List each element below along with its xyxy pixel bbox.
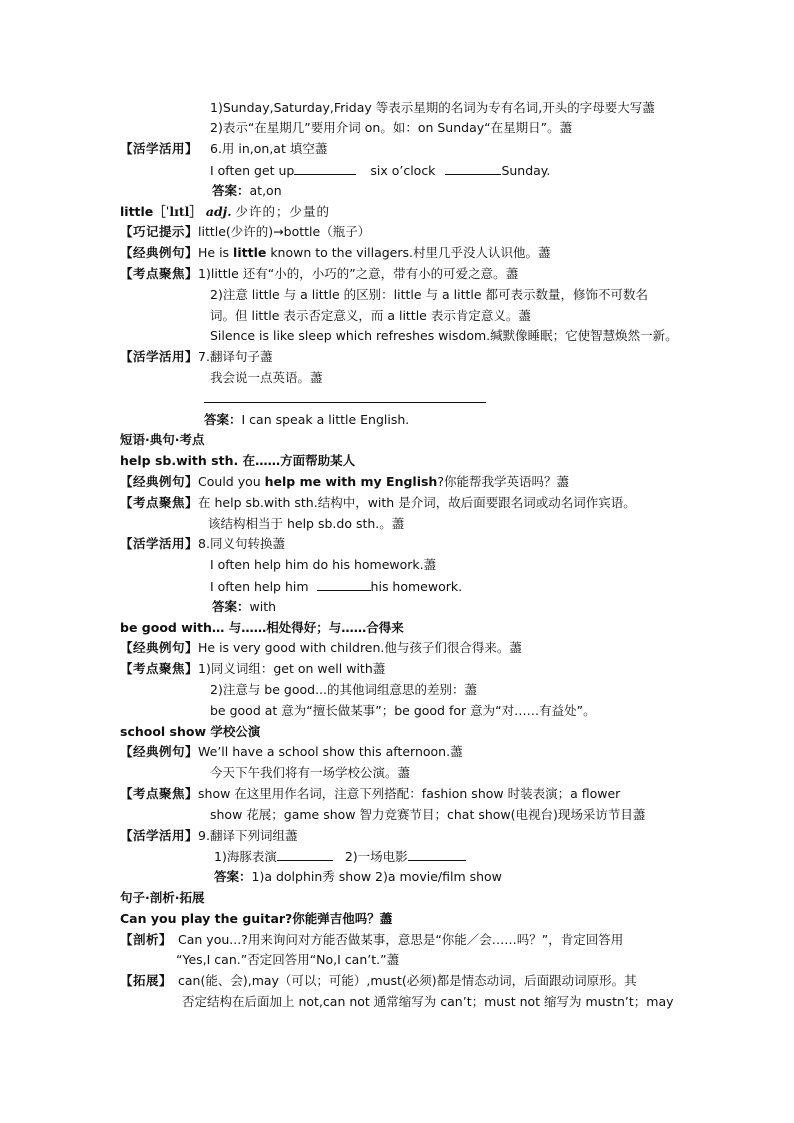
- memo-row: 【巧记提示】little(少许的)→bottle（瓶子）: [120, 224, 371, 239]
- example-translation: 今天下午我们将有一场学校公演。藎: [210, 765, 411, 780]
- practice-question: 我会说一点英语。藎: [210, 370, 323, 385]
- practice-tag: 【活学活用】: [120, 141, 199, 156]
- practice-question: I often get up six o’clock Sunday.: [210, 160, 550, 180]
- focus-row: 【考点聚焦】show 在这里用作名词，注意下列搭配：fashion show 时装表演；a flower: [120, 786, 621, 801]
- answer-line: 答案：with: [212, 599, 277, 614]
- answer-blank: [317, 576, 371, 591]
- practice-question: I often help him his homework.: [210, 576, 462, 596]
- example-row: 【经典例句】We’ll have a school show this afternoon.藎: [120, 744, 463, 759]
- answer-blank: [408, 846, 466, 861]
- practice-row: [120, 139, 198, 159]
- answer-line: 答案：at,on: [212, 183, 282, 198]
- note-line: 2)表示“在星期几”要用介词 on。如：on Sunday“在星期日”。藎: [210, 120, 573, 135]
- answer-blank: [277, 846, 333, 861]
- example-row: 【经典例句】Could you help me with my English?你能帮我学英语吗？藎: [120, 474, 569, 489]
- practice-row: 【活学活用】8.同义句转换藎: [120, 536, 285, 551]
- focus-line: 词。但 little 表示否定意义，而 a little 表示肯定意义。藎: [210, 308, 531, 323]
- focus-line: 2)注意 little 与 a little 的区别：little 与 a little 都可表示数量，修饰不可数名: [210, 287, 649, 302]
- example-row: 【经典例句】He is little known to the villagers.村里几乎没人认识他。藎: [120, 245, 551, 260]
- extend-row: 【拓展】 can(能、会),may（可以；可能）,must(必须)都是情态动词，后面跟动词原形。其: [120, 973, 637, 988]
- phrase-heading: help sb.with sth. 在……方面帮助某人: [120, 453, 356, 468]
- answer-rule: [204, 402, 486, 403]
- phrase-heading: school show 学校公演: [120, 724, 261, 739]
- practice-question: 1)海豚表演 2)一场电影: [214, 846, 466, 866]
- answer-line: 答案：I can speak a little English.: [204, 412, 410, 427]
- example-row: 【经典例句】He is very good with children.他与孩子们很合得来。藎: [120, 640, 522, 655]
- focus-line: be good at 意为“擅长做某事”；be good for 意为“对……有益处”。: [210, 703, 596, 718]
- answer-blank: [445, 160, 501, 175]
- focus-row: 【考点聚焦】1)little 还有“小的，小巧的”之意，带有小的可爱之意。藎: [120, 266, 519, 281]
- extend-line: 否定结构在后面加上 not,can not 通常缩写为 can’t；must not 缩写为 mustn’t；may: [182, 994, 674, 1009]
- practice-question: I often help him do his homework.藎: [210, 557, 437, 572]
- section-heading: 短语·典句·考点: [120, 432, 205, 447]
- answer-line: 答案：1)a dolphin秀 show 2)a movie/film show: [214, 869, 502, 884]
- phrase-heading: be good with… 与……相处得好；与……合得来: [120, 620, 404, 635]
- entry-headword: little［ˈlɪtl］ adj. 少许的；少量的: [120, 204, 331, 219]
- focus-row: 【考点聚焦】在 help sb.with sth.结构中，with 是介词，故后面要跟名词或动名词作宾语。: [120, 495, 636, 510]
- answer-blank: [294, 160, 356, 175]
- analysis-row: 【剖析】 Can you...?用来询问对方能否做某事，意思是“你能／会……吗？”，肯定回答用: [120, 932, 624, 947]
- note-line: 1)Sunday,Saturday,Friday 等表示星期的名词为专有名词,开头的字母要大写藎: [210, 100, 655, 115]
- practice-row: 【活学活用】7.翻译句子藎: [120, 349, 273, 364]
- practice-row: 【活学活用】9.翻译下列词组藎: [120, 828, 298, 843]
- focus-line: Silence is like sleep which refreshes wisdom.缄默像睡眠；它使智慧焕然一新。: [210, 328, 678, 343]
- focus-line: 2)注意与 be good...的其他词组意思的差别：藎: [210, 682, 478, 697]
- section-heading: 句子·剖析·拓展: [120, 890, 205, 905]
- analysis-line: “Yes,I can.”否定回答用“No,I can’t.”藎: [176, 952, 400, 967]
- focus-row: 【考点聚焦】1)同义词组：get on well with藎: [120, 661, 386, 676]
- practice-title: 6.用 in,on,at 填空藎: [210, 141, 328, 156]
- sentence-heading: Can you play the guitar?你能弹吉他吗？藎: [120, 911, 393, 926]
- focus-line: 该结构相当于 help sb.do sth.。藎: [208, 516, 405, 531]
- focus-line: show 花展；game show 智力竞赛节目；chat show(电视台)现场采访节目藎: [210, 807, 646, 822]
